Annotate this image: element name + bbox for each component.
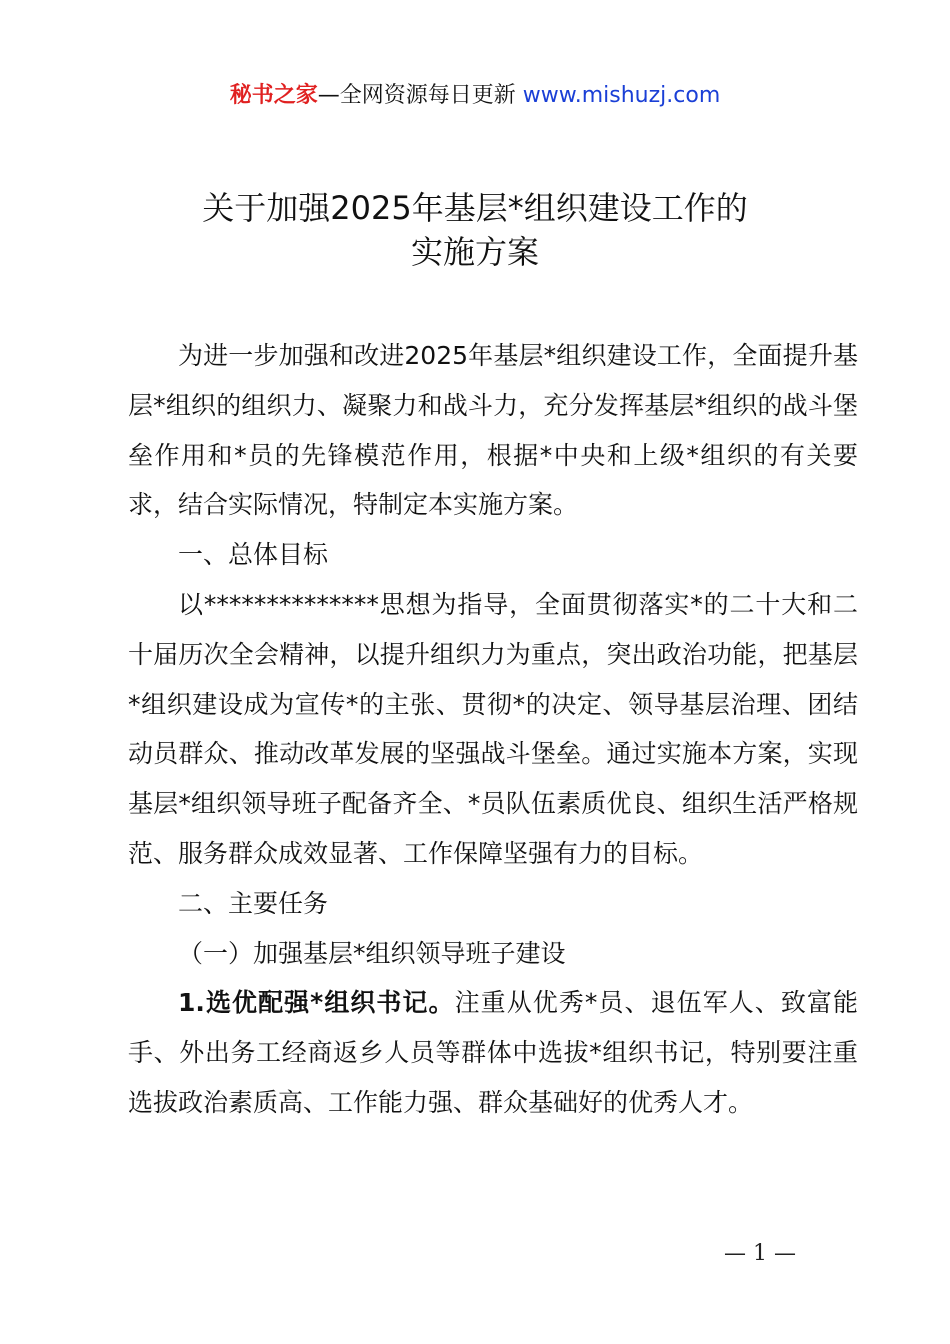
page-number: — 1 —	[724, 1241, 796, 1266]
intro-paragraph: 为进一步加强和改进2025年基层*组织建设工作，全面提升基层*组织的组织力、凝聚力和战斗力，充分发挥基层*组织的战斗堡垒作用和*员的先锋模范作用，根据*中央和上级*组织的有关要求，结合实际情况，特制定本实施方案。	[128, 341, 858, 520]
title-line-2: 实施方案	[410, 233, 539, 271]
banner-tagline: —全网资源每日更新	[317, 83, 516, 108]
site-banner	[0, 80, 950, 112]
item-1-paragraph	[128, 978, 858, 1127]
title-line-1: 关于加强2025年基层*组织建设工作的	[202, 189, 748, 227]
item-1-title: 1.选优配强*组织书记。	[178, 988, 455, 1018]
banner-url-link[interactable]: www.mishuzj.com	[522, 83, 721, 108]
item-1-text: 注重从优秀*员、退伍军人、致富能手、外出务工经商返乡人员等群体中选拔*组织书记，特别要注重选拔政治素质高、工作能力强、群众基础好的优秀人才。	[128, 988, 858, 1117]
document-title	[0, 186, 950, 274]
document-body	[128, 331, 858, 1128]
brand-name: 秘书之家	[229, 83, 318, 108]
goals-paragraph: 以**************思想为指导，全面贯彻落实*的二十大和二十届历次全会精神，以提升组织力为重点，突出政治功能，把基层*组织建设成为宣传*的主张、贯彻*的决定、领导基层治理、团结动员群众、推动改革发展的坚强战斗堡垒。通过实施本方案，实现基层*组织领导班子配备齐全、*员队伍素质优良、组织生活严格规范、服务群众成效显著、工作保障坚强有力的目标。	[128, 589, 858, 868]
section-heading-tasks: 二、主要任务	[178, 888, 329, 918]
subsection-heading-leadership: （一）加强基层*组织领导班子建设	[178, 938, 566, 968]
section-heading-goals: 一、总体目标	[178, 540, 329, 570]
